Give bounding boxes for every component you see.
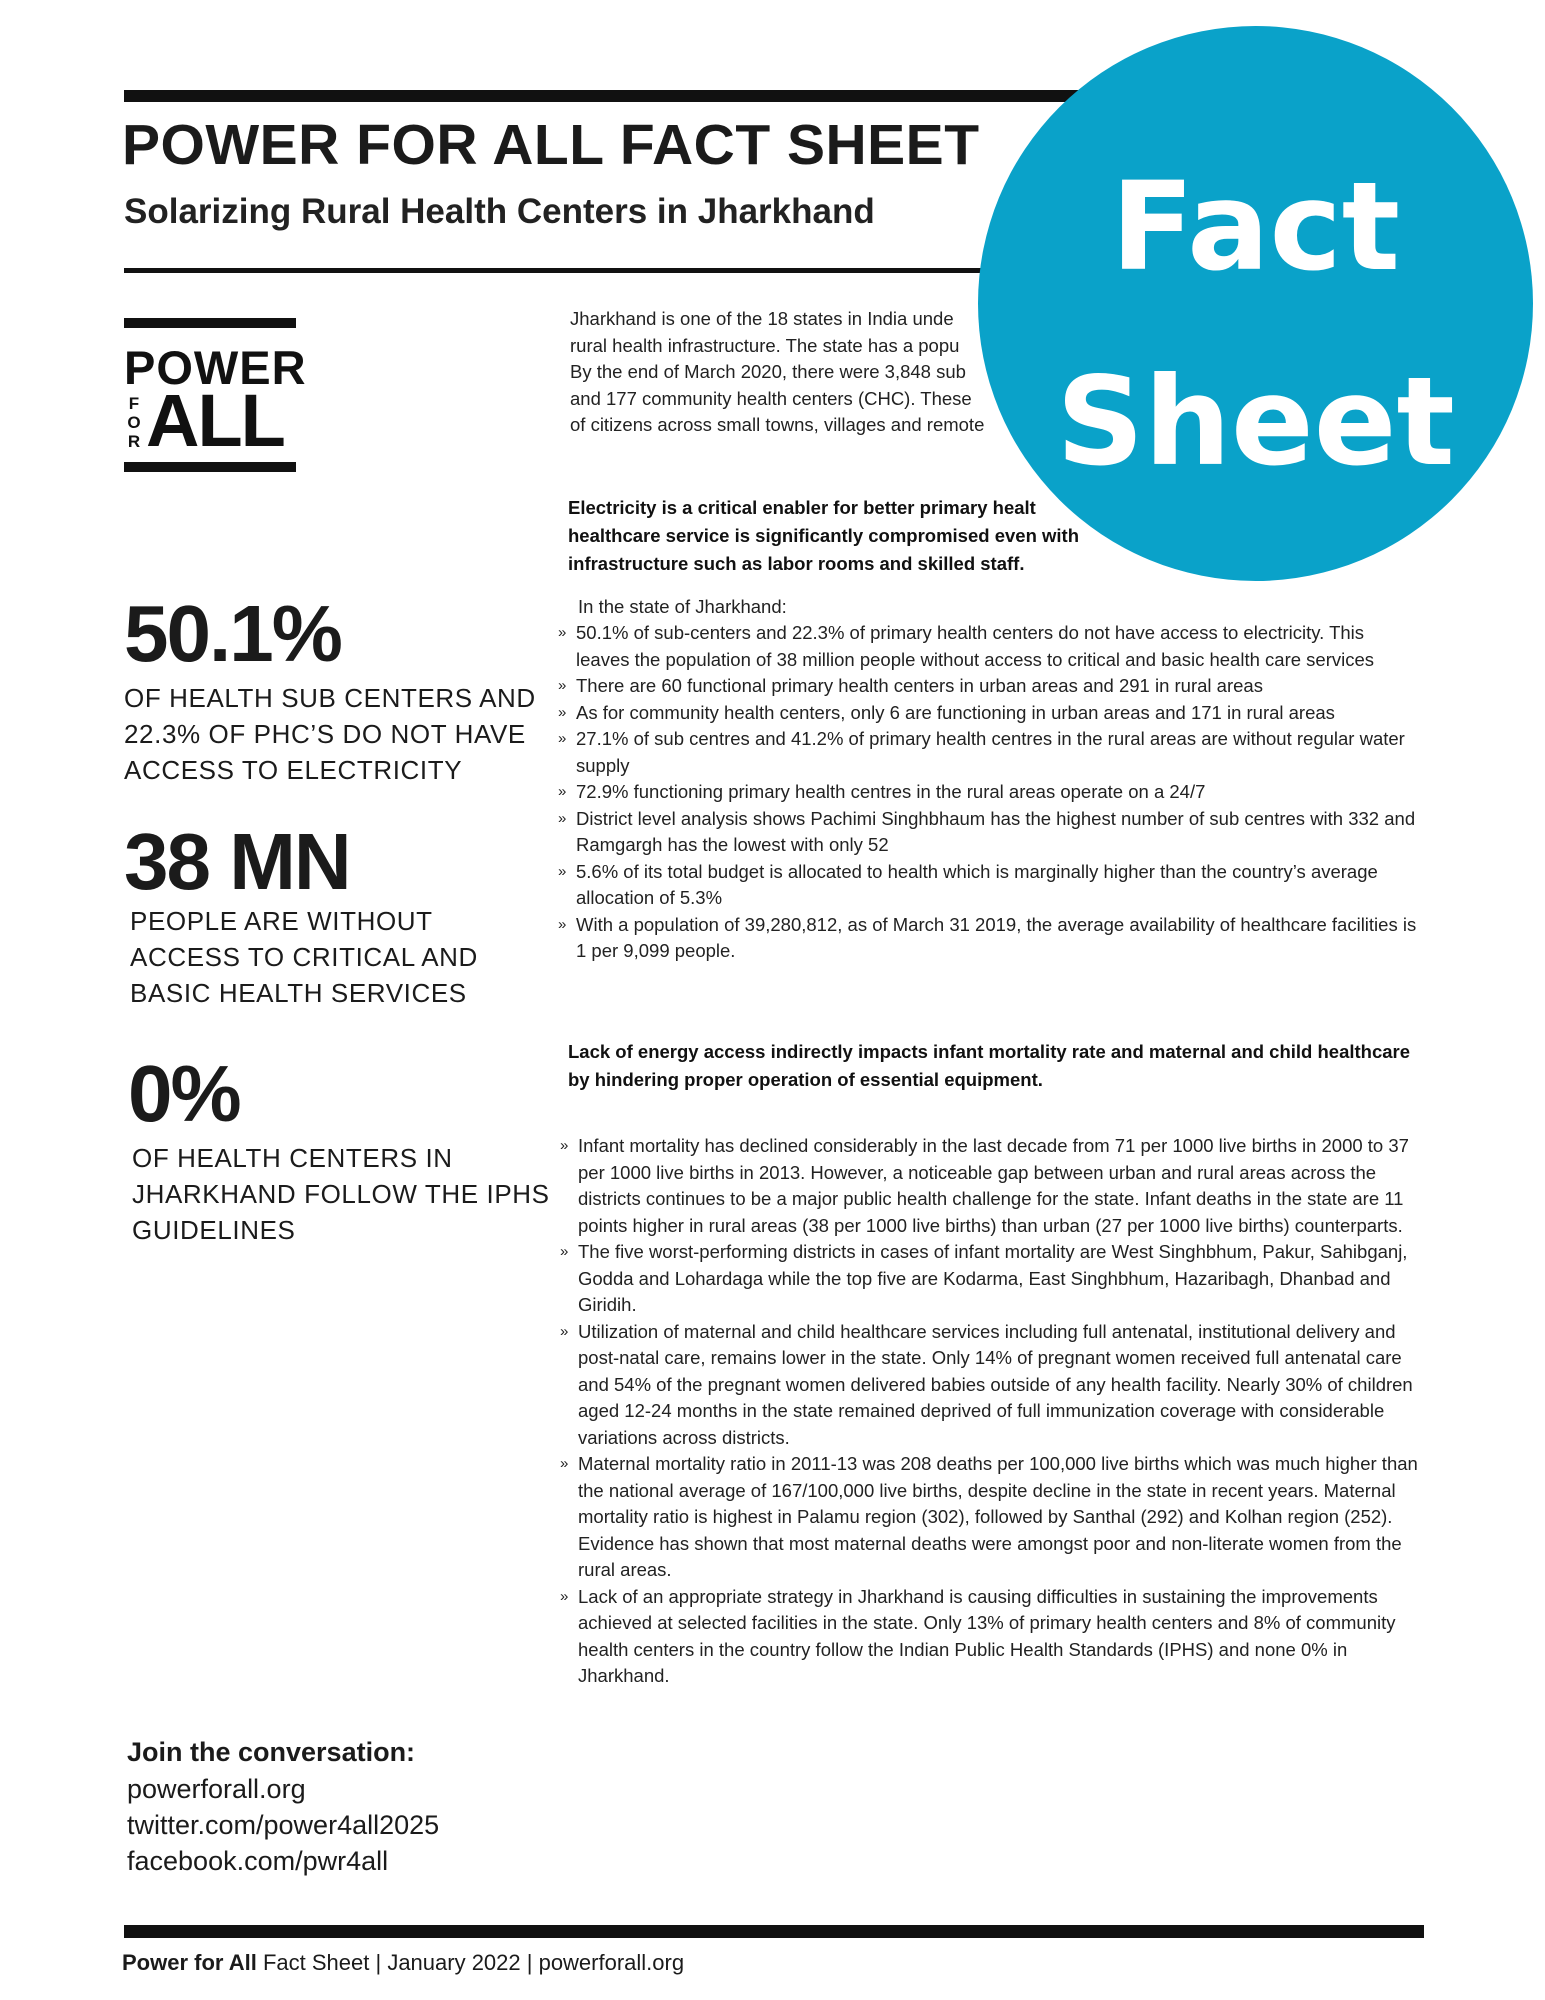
bullet-text: 50.1% of sub-centers and 22.3% of primary health centers do not have access to electricity. This leaves the population of 38 million people without access to critical and basic health care services bbox=[576, 622, 1375, 670]
footer bbox=[122, 1950, 684, 1976]
stat-number: 0% bbox=[128, 1049, 240, 1138]
footer-rule bbox=[124, 1925, 1424, 1938]
stat-description bbox=[132, 1140, 550, 1248]
section-heading: Electricity is a critical enabler for better primary healt healthcare service is significantly compromised even with infrastructure such as labor rooms and skilled staff. bbox=[568, 497, 1079, 574]
bullet-item bbox=[558, 859, 1418, 912]
bullet-item bbox=[560, 1584, 1420, 1690]
power-for-all-logo bbox=[124, 318, 307, 474]
bullet-mark: » bbox=[558, 624, 567, 641]
stat-line: OF HEALTH SUB CENTERS AND bbox=[124, 683, 536, 713]
section-heading: Lack of energy access indirectly impacts infant mortality rate and maternal and child healthcare by hindering proper operation of essential equipment. bbox=[568, 1041, 1411, 1090]
footer-brand: Power for All bbox=[122, 1950, 257, 1975]
badge-line-fact: Fact bbox=[1110, 156, 1401, 298]
bullet-mark: » bbox=[558, 783, 567, 800]
stat-description bbox=[130, 903, 478, 1011]
bullet-text: 72.9% functioning primary health centres in the rural areas operate on a 24/7 bbox=[576, 781, 1206, 802]
stat-line: PEOPLE ARE WITHOUT bbox=[130, 906, 433, 936]
bullet-item bbox=[558, 912, 1418, 965]
bullet-item bbox=[560, 1319, 1420, 1452]
bullet-mark: » bbox=[558, 677, 567, 694]
bullet-mark: » bbox=[560, 1243, 569, 1260]
intro-line: and 177 community health centers (CHC). These bbox=[570, 387, 972, 409]
intro-paragraph bbox=[570, 306, 1000, 439]
website-link[interactable]: powerforall.org bbox=[127, 1774, 306, 1804]
bullet-item bbox=[560, 1133, 1420, 1239]
bullet-mark: » bbox=[560, 1455, 569, 1472]
bullet-text: With a population of 39,280,812, as of March 31 2019, the average availability of healthcare facilities is 1 per 9,099 people. bbox=[576, 913, 1417, 961]
bullet-item bbox=[558, 700, 1418, 727]
bullet-item bbox=[558, 620, 1418, 673]
intro-line: rural health infrastructure. The state has a popu bbox=[570, 334, 960, 356]
bullet-list bbox=[558, 620, 1418, 965]
bullet-text: 27.1% of sub centres and 41.2% of primary health centres in the rural areas are without regular water supply bbox=[576, 728, 1405, 776]
bullet-mark: » bbox=[560, 1587, 569, 1605]
section-intro: In the state of Jharkhand: bbox=[578, 596, 787, 617]
bullet-mark: » bbox=[558, 915, 567, 933]
stat-line: GUIDELINES bbox=[132, 1215, 296, 1245]
stat-line: 22.3% OF PHC’S DO NOT HAVE bbox=[124, 719, 526, 749]
stat-number: 38 MN bbox=[124, 817, 350, 906]
bullet-item bbox=[558, 726, 1418, 779]
bullet-text: District level analysis shows Pachimi Singhbhaum has the highest number of sub centres with 332 and Ramgargh has the lowest with only 52 bbox=[576, 807, 1416, 855]
bullet-item bbox=[558, 806, 1418, 859]
stat-line: OF HEALTH CENTERS IN bbox=[132, 1143, 453, 1173]
bullet-text: There are 60 functional primary health centers in urban areas and 291 in rural areas bbox=[576, 675, 1263, 696]
join-heading: Join the conversation: bbox=[127, 1737, 416, 1767]
bullet-item bbox=[558, 673, 1418, 700]
logo-bar-bottom bbox=[124, 462, 296, 472]
bullet-text: Lack of an appropriate strategy in Jharkhand is causing difficulties in sustaining the improvements achieved at selected facilities in the state. Only 13% of primary health centers and 8% of community health centers in the country follow the Indian Public Health Standards (IPHS) and none 0% in Jharkhand. bbox=[578, 1585, 1396, 1686]
bullet-list bbox=[560, 1133, 1420, 1690]
facebook-link[interactable]: facebook.com/pwr4all bbox=[127, 1846, 389, 1876]
bullet-item bbox=[560, 1451, 1420, 1584]
logo-word-all: ALL bbox=[146, 379, 284, 462]
logo-word-power: POWER bbox=[124, 341, 307, 394]
intro-line: Jharkhand is one of the 18 states in India unde bbox=[570, 308, 954, 329]
stat-description bbox=[124, 680, 536, 788]
bullet-item bbox=[558, 779, 1418, 806]
bullet-text: The five worst-performing districts in cases of infant mortality are West Singhbhum, Pakur, Sahibganj, Godda and Lohardaga while the top five are Kodarma, East Singhbhum, Hazaribagh, Dhanbad and Giridih. bbox=[578, 1241, 1408, 1315]
intro-line: of citizens across small towns, villages and remote bbox=[570, 414, 985, 435]
bullet-text: Utilization of maternal and child healthcare services including full antenatal, institutional delivery and post-natal care, remains lower in the state. Only 14% of pregnant women received full antenatal care and 54% of the pregnant women delivered babies outside of any health facility. Nearly 30% of children aged 12-24 months in the state remained deprived of full immunization coverage with considerable variations across districts. bbox=[578, 1320, 1413, 1448]
logo-word-for: F O R bbox=[127, 394, 141, 451]
badge-line-sheet: Sheet bbox=[1056, 351, 1455, 493]
stat-line: ACCESS TO CRITICAL AND bbox=[130, 942, 478, 972]
footer-details: Fact Sheet | January 2022 | powerforall.org bbox=[256, 1950, 685, 1975]
page-subtitle: Solarizing Rural Health Centers in Jharkhand bbox=[124, 192, 875, 231]
twitter-link[interactable]: twitter.com/power4all2025 bbox=[127, 1810, 440, 1840]
bullet-mark: » bbox=[558, 703, 567, 721]
stat-line: BASIC HEALTH SERVICES bbox=[130, 978, 467, 1008]
logo-bar-top bbox=[124, 318, 296, 328]
bullet-text: Maternal mortality ratio in 2011-13 was 208 deaths per 100,000 live births which was much higher than the national average of 167/100,000 live births, despite decline in the state in recent years. Maternal mortality ratio is highest in Palamu region (302), followed by Santhal (292) and Kolhan region (252). Evidence has shown that most maternal deaths were amongst poor and non-literate women from the rural areas. bbox=[578, 1453, 1418, 1580]
bullet-mark: » bbox=[558, 730, 567, 747]
bullet-text: As for community health centers, only 6 are functioning in urban areas and 171 in rural areas bbox=[576, 701, 1335, 723]
stat-line: ACCESS TO ELECTRICITY bbox=[124, 755, 463, 785]
bullet-mark: » bbox=[560, 1137, 569, 1154]
intro-line: By the end of March 2020, there were 3,848 sub bbox=[570, 361, 966, 382]
stat-line: JHARKHAND FOLLOW THE IPHS bbox=[132, 1179, 550, 1209]
bullet-text: 5.6% of its total budget is allocated to health which is marginally higher than the country’s average allocation of 5.3% bbox=[576, 860, 1378, 908]
bullet-mark: » bbox=[558, 809, 567, 827]
bullet-mark: » bbox=[558, 862, 567, 880]
bullet-item bbox=[560, 1239, 1420, 1319]
page-title: POWER FOR ALL FACT SHEET bbox=[122, 113, 980, 177]
stat-number: 50.1% bbox=[124, 589, 341, 678]
bullet-text: Infant mortality has declined considerably in the last decade from 71 per 1000 live births in 2000 to 37 per 1000 live births in 2013. However, a noticeable gap between urban and rural areas across the districts continues to be a major public health challenge for the state. Infant deaths in the state are 11 points higher in rural areas (38 per 1000 live births) than urban (27 per 1000 live births) counterparts. bbox=[578, 1135, 1409, 1236]
bullet-mark: » bbox=[560, 1322, 569, 1340]
